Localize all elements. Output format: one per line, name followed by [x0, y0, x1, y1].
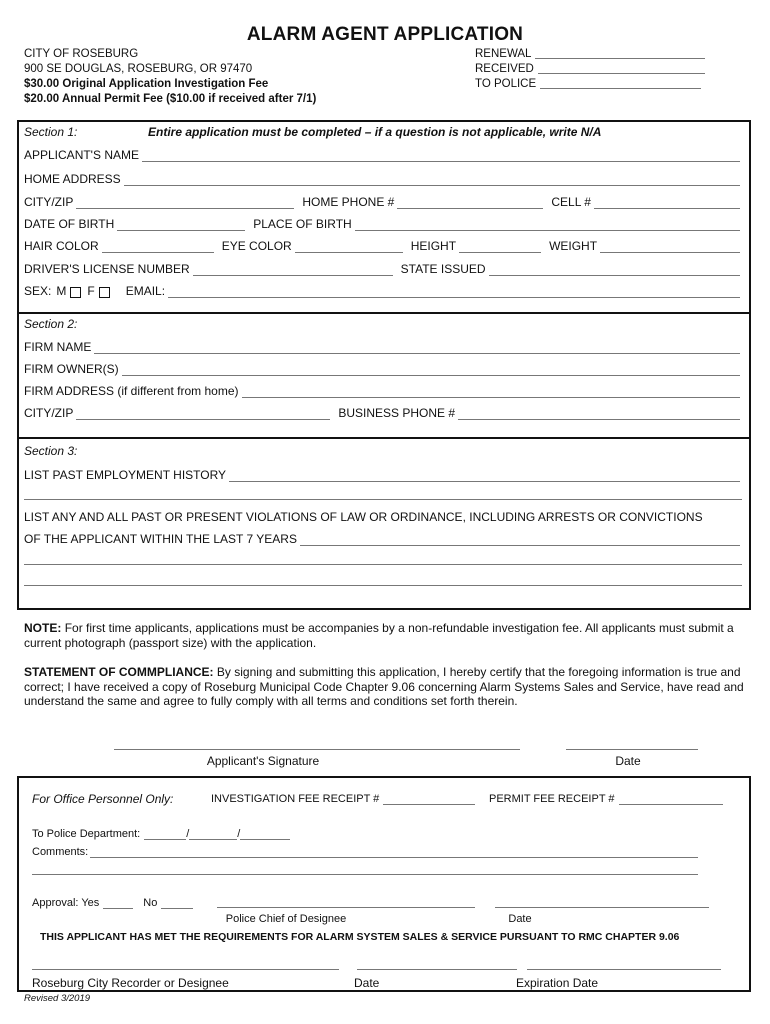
applicant-date-line[interactable] — [566, 749, 698, 750]
birth-row[interactable] — [24, 215, 744, 231]
recorder-signature-line[interactable] — [32, 969, 339, 970]
section-1-instruction: Entire application must be completed – if a question is not applicable, write N/A — [148, 125, 602, 139]
violations-blank-line-2[interactable] — [24, 585, 742, 586]
firm-name-field[interactable] — [24, 338, 744, 354]
weight-label: WEIGHT — [549, 239, 598, 253]
permit-fee: $20.00 Annual Permit Fee ($10.00 if received after 7/1) — [24, 93, 317, 105]
firm-address-label: FIRM ADDRESS (if different from home) — [24, 384, 239, 398]
height-label: HEIGHT — [410, 239, 457, 253]
home-address-field[interactable] — [24, 170, 744, 186]
police-chief-date-caption: Date — [508, 913, 532, 925]
section-3-label: Section 3: — [24, 444, 78, 458]
female-checkbox[interactable] — [99, 287, 110, 298]
firm-owners-field[interactable] — [24, 360, 744, 376]
city-zip-phone-row[interactable] — [24, 193, 744, 209]
firm-city-zip-label: CITY/ZIP — [24, 406, 74, 420]
firm-city-phone-row[interactable] — [24, 404, 744, 420]
hair-color-label: HAIR COLOR — [24, 239, 99, 253]
dob-label: DATE OF BIRTH — [24, 217, 115, 231]
male-checkbox[interactable] — [70, 287, 81, 298]
revised-date: Revised 3/2019 — [24, 993, 91, 1004]
to-police-dept-label: To Police Department: — [32, 828, 141, 840]
drivers-license-label: DRIVER'S LICENSE NUMBER — [24, 262, 190, 276]
business-phone-label: BUSINESS PHONE # — [338, 406, 456, 420]
female-label: F — [87, 284, 95, 298]
recorder-date-caption: Date — [354, 976, 380, 990]
recorder-date-line[interactable] — [357, 969, 517, 970]
received-label: RECEIVED — [475, 63, 534, 75]
office-box — [17, 776, 751, 992]
page-title: ALARM AGENT APPLICATION — [246, 24, 524, 45]
police-chief-signature-line[interactable] — [217, 907, 475, 908]
employment-field[interactable] — [24, 466, 744, 482]
note-label: NOTE: — [24, 621, 62, 635]
to-police-field[interactable] — [475, 77, 701, 91]
renewal-field[interactable] — [475, 47, 705, 61]
firm-address-field[interactable] — [24, 382, 744, 398]
permit-receipt-field[interactable] — [489, 793, 723, 805]
expiration-date-caption: Expiration Date — [516, 976, 599, 990]
firm-name-label: FIRM NAME — [24, 340, 92, 354]
note-paragraph — [24, 621, 744, 650]
permit-receipt-label: PERMIT FEE RECEIPT # — [489, 793, 615, 805]
violations-field[interactable] — [24, 530, 744, 546]
section-2-label: Section 2: — [24, 317, 78, 331]
physical-row[interactable] — [24, 237, 744, 253]
requirements-statement: THIS APPLICANT HAS MET THE REQUIREMENTS FOR ALARM SYSTEM SALES & SERVICE PURSUANT TO RMC CHAPTER 9.06 — [40, 931, 680, 943]
city-zip-label: CITY/ZIP — [24, 195, 74, 209]
violations-label-2: OF THE APPLICANT WITHIN THE LAST 7 YEARS — [24, 532, 297, 546]
applicant-name-label: APPLICANT'S NAME — [24, 148, 139, 162]
violations-label-1: LIST ANY AND ALL PAST OR PRESENT VIOLATIONS OF LAW OR ORDINANCE, INCLUDING ARRESTS OR CONVICTIONS — [24, 510, 703, 524]
note-text: For first time applicants, applications must be accompanies by a non-refundable investigation fee. All applicants must submit a current photograph (passport size) with the application. — [24, 621, 734, 650]
eye-color-label: EYE COLOR — [221, 239, 292, 253]
section-1-label: Section 1: — [24, 125, 78, 139]
comments-field[interactable] — [32, 846, 698, 858]
to-police-label: TO POLICE — [475, 78, 537, 90]
police-chief-date-line[interactable] — [495, 907, 709, 908]
comments-blank-line[interactable] — [32, 874, 698, 875]
state-issued-label: STATE ISSUED — [400, 262, 486, 276]
police-chief-caption: Police Chief of Designee — [225, 913, 347, 925]
approval-no-label: No — [143, 897, 158, 909]
office-label: For Office Personnel Only: — [32, 792, 174, 806]
approval-field[interactable] — [32, 897, 193, 909]
to-police-dept-field[interactable]: To Police Department: / / — [32, 828, 290, 840]
license-row[interactable] — [24, 260, 744, 276]
violations-blank-line-1[interactable] — [24, 564, 742, 565]
male-label: M — [56, 284, 67, 298]
place-of-birth-label: PLACE OF BIRTH — [253, 217, 352, 231]
statement-text: By signing and submitting this application, I hereby certify that the foregoing information is true and correct; I have received a copy of Roseburg Municipal Code Chapter 9.06 concerning Alarm Systems Sales and Service, have read and understand the same and agree to fully comply with all terms and conditions set forth therein. — [24, 665, 744, 708]
statement-label: STATEMENT OF COMMPLIANCE: — [24, 665, 214, 679]
recorder-caption: Roseburg City Recorder or Designee — [32, 976, 229, 990]
investigation-receipt-field[interactable] — [211, 793, 475, 805]
firm-owners-label: FIRM OWNER(S) — [24, 362, 119, 376]
statement-paragraph — [24, 665, 744, 709]
applicant-signature-caption: Applicant's Signature — [206, 754, 320, 768]
applicant-signature-line[interactable] — [114, 749, 520, 750]
city-name: CITY OF ROSEBURG — [24, 48, 139, 60]
applicant-date-caption: Date — [615, 754, 641, 768]
renewal-label: RENEWAL — [475, 48, 532, 60]
investigation-receipt-label: INVESTIGATION FEE RECEIPT # — [211, 793, 380, 805]
city-address: 900 SE DOUGLAS, ROSEBURG, OR 97470 — [24, 63, 253, 75]
sex-label: SEX: — [24, 284, 52, 298]
sex-email-row[interactable] — [24, 282, 744, 298]
approval-yes-label: Approval: Yes — [32, 897, 100, 909]
comments-label: Comments: — [32, 846, 89, 858]
expiration-date-line[interactable] — [527, 969, 721, 970]
home-phone-label: HOME PHONE # — [302, 195, 395, 209]
email-label: EMAIL: — [125, 284, 166, 298]
employment-blank-line[interactable] — [24, 499, 742, 500]
investigation-fee: $30.00 Original Application Investigation Fee — [24, 78, 269, 90]
applicant-name-field[interactable] — [24, 146, 744, 162]
cell-label: CELL # — [551, 195, 591, 209]
home-address-label: HOME ADDRESS — [24, 172, 121, 186]
employment-label: LIST PAST EMPLOYMENT HISTORY — [24, 468, 227, 482]
received-field[interactable] — [475, 62, 705, 76]
